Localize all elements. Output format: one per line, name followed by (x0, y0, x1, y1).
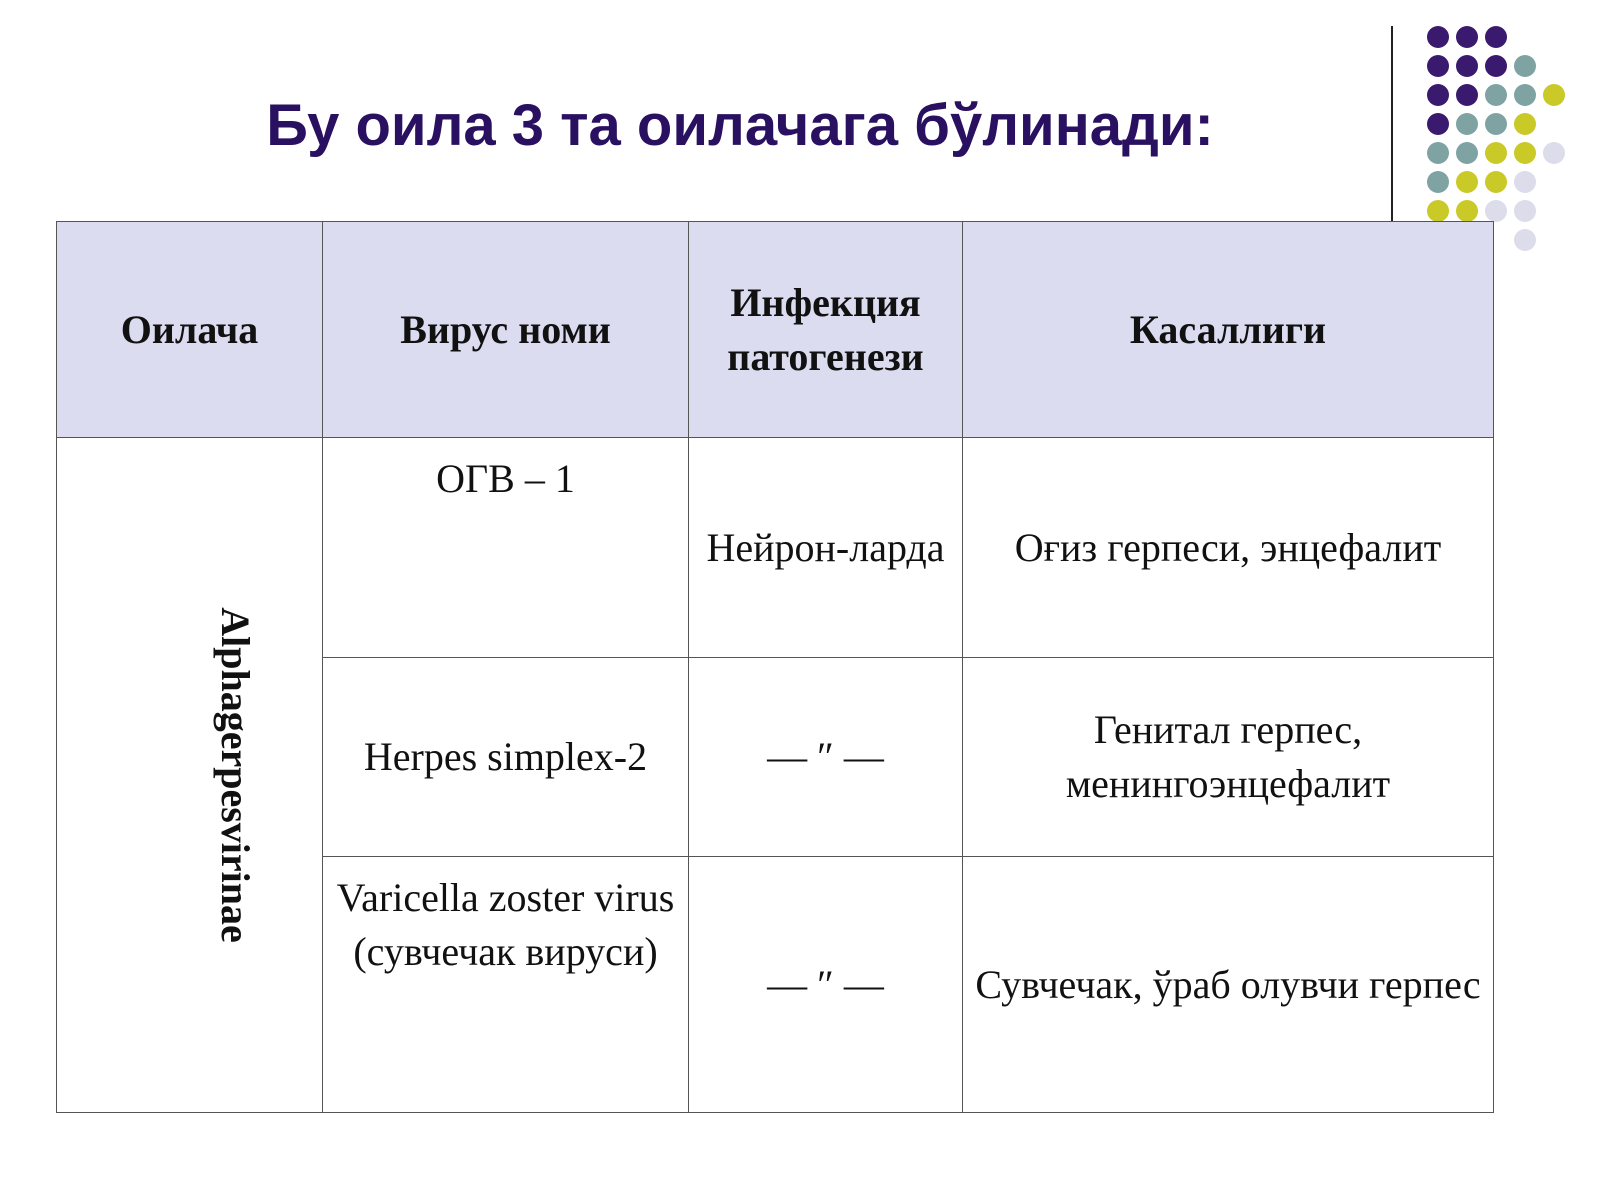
decor-dot (1456, 142, 1478, 164)
disease-cell: Оғиз герпеси, энцефалит (963, 438, 1494, 658)
table-row (57, 438, 1494, 658)
decor-dot (1427, 171, 1449, 193)
decor-dot (1514, 200, 1536, 222)
decor-dot (1485, 113, 1507, 135)
herpes-table (56, 221, 1494, 1113)
virus-name-cell: ОГВ – 1 (323, 438, 689, 658)
decor-dot (1456, 84, 1478, 106)
decor-dot (1485, 55, 1507, 77)
decor-dot (1514, 142, 1536, 164)
decor-dot (1427, 26, 1449, 48)
decor-dot (1456, 26, 1478, 48)
decor-dot (1427, 142, 1449, 164)
decor-dot (1485, 200, 1507, 222)
decor-dot (1427, 113, 1449, 135)
decor-dot (1543, 84, 1565, 106)
decor-dot (1485, 142, 1507, 164)
virus-name-cell: Herpes simplex-2 (323, 658, 689, 857)
header-virus-name: Вирус номи (323, 222, 689, 438)
pathogenesis-cell: — ″ — (689, 658, 963, 857)
pathogenesis-cell: Нейрон-ларда (689, 438, 963, 658)
decor-dot (1456, 55, 1478, 77)
decor-dot (1456, 200, 1478, 222)
subfamily-label: Alphagerpesvirinae (212, 607, 258, 943)
decor-dot (1514, 229, 1536, 251)
decor-dot (1485, 84, 1507, 106)
decor-dot (1543, 142, 1565, 164)
table-header-row (57, 222, 1494, 438)
decor-dot (1514, 55, 1536, 77)
decor-dot (1456, 113, 1478, 135)
header-disease: Касаллиги (963, 222, 1494, 438)
slide-title: Бу оила 3 та оилачага бўлинади: (266, 93, 1214, 158)
decor-dot (1427, 200, 1449, 222)
decor-dot (1514, 171, 1536, 193)
decor-dot (1514, 113, 1536, 135)
decor-dot (1456, 171, 1478, 193)
decor-divider-line (1391, 26, 1393, 222)
disease-cell: Генитал герпес, менингоэнцефалит (963, 658, 1494, 857)
header-pathogenesis: Инфекция патогенези (689, 222, 963, 438)
decor-dot (1485, 26, 1507, 48)
decor-dot (1514, 84, 1536, 106)
decor-dot (1427, 84, 1449, 106)
pathogenesis-cell: — ″ — (689, 857, 963, 1113)
header-subfamily: Оилача (57, 222, 323, 438)
decor-dot (1485, 171, 1507, 193)
virus-name-cell: Varicella zoster virus (сувчечак вируси) (323, 857, 689, 1113)
disease-cell: Сувчечак, ўраб олувчи герпес (963, 857, 1494, 1113)
decor-dot (1427, 55, 1449, 77)
subfamily-cell (57, 438, 323, 1113)
